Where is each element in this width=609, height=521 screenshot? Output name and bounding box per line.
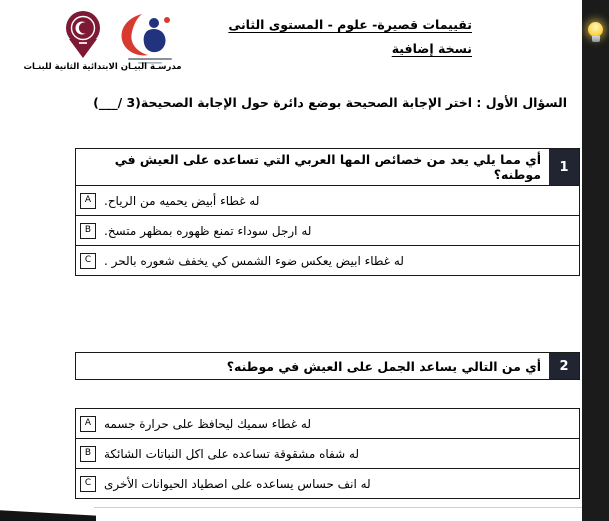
option-text: له غطاء سميك ليحافظ على حرارة جسمه bbox=[104, 416, 312, 431]
option-row-b bbox=[76, 215, 579, 245]
option-letter-box: B bbox=[80, 446, 96, 462]
marks-blank: (___/ 3) bbox=[93, 95, 141, 110]
lightbulb-base bbox=[592, 36, 600, 42]
school-name: مدرسـة البيـان الابتدائية الثانية للبنـات bbox=[23, 62, 182, 72]
assessment-title: تقييمات قصيرة- علوم - المستوى الثانى bbox=[228, 17, 472, 32]
option-text: له ارجل سوداء تمنع ظهوره بمظهر متسخ. bbox=[104, 223, 312, 238]
school-maroon-emblem-logo bbox=[58, 6, 108, 64]
question-2-options-table bbox=[75, 408, 580, 499]
question-1-header-row bbox=[76, 149, 579, 185]
option-letter-box: C bbox=[80, 476, 96, 492]
lightbulb-icon[interactable] bbox=[587, 22, 605, 42]
question-text: أي من التالي يساعد الجمل على العيش في موطنه؟ bbox=[226, 358, 541, 374]
option-text: له غطاء ابيض يعكس ضوء الشمس كي يخفف شعوره بالحر . bbox=[104, 253, 404, 268]
instruction-text: السؤال الأول : اختر الإجابة الصحيحة بوضع دائرة حول الإجابة الصحيحة bbox=[140, 95, 567, 110]
page-bottom-edge-line bbox=[94, 507, 582, 508]
option-row-c bbox=[76, 468, 579, 498]
option-row-c bbox=[76, 245, 579, 275]
option-text: له شفاه مشقوقة تساعده على اكل النباتات الشائكة bbox=[104, 446, 360, 461]
option-row-a bbox=[76, 185, 579, 215]
option-text: له انف حساس يساعده على اصطياد الحيوانات الأخرى bbox=[104, 476, 371, 491]
question-1-table bbox=[75, 148, 580, 276]
question-number-badge: 2 bbox=[549, 353, 579, 379]
option-row-b bbox=[76, 438, 579, 468]
bayan-schools-logo bbox=[114, 11, 188, 69]
lightbulb-glass bbox=[588, 22, 603, 37]
option-letter-box: A bbox=[80, 193, 96, 209]
option-letter-box: C bbox=[80, 253, 96, 269]
copy-subtitle: نسخة إضافية bbox=[391, 40, 472, 56]
question-number-badge: 1 bbox=[549, 149, 579, 185]
bottom-left-dark-edge bbox=[0, 509, 96, 521]
question-text: أي مما يلي يعد من خصائص المها العربي التي تساعده على العيش في موطنه؟ bbox=[114, 152, 541, 182]
option-row-a bbox=[76, 409, 579, 438]
question-2-header-row bbox=[76, 353, 579, 379]
question-2-table bbox=[75, 352, 580, 380]
right-edge-strip bbox=[582, 0, 609, 521]
option-letter-box: A bbox=[80, 416, 96, 432]
option-text: له غطاء أبيض يحميه من الرياح. bbox=[104, 193, 260, 208]
question-instruction bbox=[93, 95, 567, 110]
header-titles bbox=[228, 17, 472, 58]
option-letter-box: B bbox=[80, 223, 96, 239]
